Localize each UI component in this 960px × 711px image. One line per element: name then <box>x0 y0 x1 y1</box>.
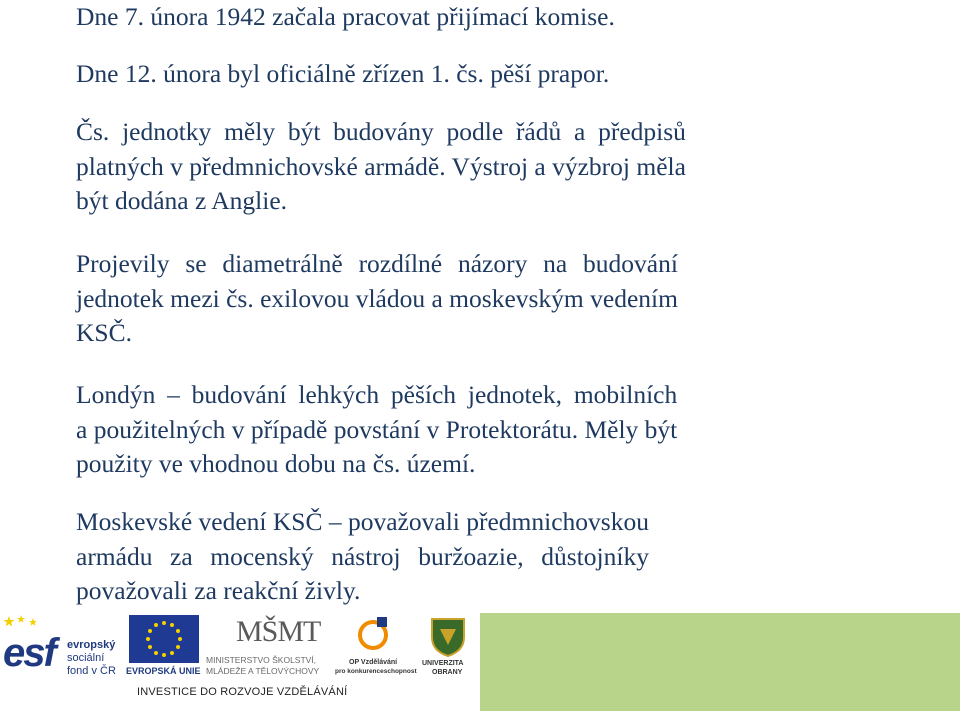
eu-flag <box>129 615 199 663</box>
esf-line2: sociální <box>67 652 105 664</box>
op-vk-icon <box>353 615 393 655</box>
paragraph-3 <box>76 115 686 219</box>
msmt-line1: MINISTERSTVO ŠKOLSTVÍ, <box>206 655 317 665</box>
eu-label: EVROPSKÁ UNIE <box>126 666 201 676</box>
text-line: Projevily se diametrálně rozdílné názory na budování <box>76 249 678 278</box>
msmt-logo <box>206 615 334 679</box>
text-line: považovali za reakční živly. <box>76 576 361 605</box>
op-vk-line2: pro konkurenceschopnost <box>335 668 417 675</box>
text-line: Čs. jednotky měly být budovány podle řádů a předpisů <box>76 117 686 146</box>
esf-line1: evropský <box>67 639 116 651</box>
crest-icon <box>430 615 466 657</box>
esf-line3: fond v ČR <box>67 665 116 677</box>
msmt-mark: MŠMT <box>236 615 321 648</box>
unob-logo <box>420 615 476 679</box>
eu-logo <box>126 615 202 679</box>
text-line: Londýn – budování lehkých pěších jednotek, mobilních <box>76 380 678 409</box>
text-line: použity ve vhodnou dobu na čs. území. <box>76 449 476 478</box>
paragraph-2 <box>76 57 609 92</box>
text-line: Moskevské vedení KSČ – považovali předmnichovskou <box>76 507 649 536</box>
unob-line2: OBRANY <box>432 669 463 676</box>
unob-line1: UNIVERZITA <box>422 660 464 667</box>
text-line: KSČ. <box>76 318 132 347</box>
text-line: Dne 7. února 1942 začala pracovat přijímací komise. <box>76 2 615 31</box>
text-line: armádu za mocenský nástroj buržoazie, důstojníky <box>76 541 649 571</box>
text-line: Dne 12. února byl oficiálně zřízen 1. čs. pěší prapor. <box>76 59 610 88</box>
text-line: jednotek mezi čs. exilovou vládou a moskevským vedením <box>76 283 678 313</box>
op-vk-logo <box>335 615 415 679</box>
logo-strip <box>0 613 480 711</box>
text-line: platných v předmnichovské armádě. Výstroj a výzbroj měla <box>76 151 686 181</box>
paragraph-1 <box>76 0 615 35</box>
text-line: a použitelných v případě povstání v Protektorátu. Měly být <box>76 414 678 444</box>
paragraph-5 <box>76 378 677 482</box>
footer-logo-bar <box>0 613 960 711</box>
text-line: být dodána z Anglie. <box>76 186 288 215</box>
msmt-line2: MLÁDEŽE A TĚLOVÝCHOVY <box>206 666 320 676</box>
op-vk-line1: OP Vzdělávání <box>349 659 398 666</box>
footer-caption: INVESTICE DO ROZVOJE VZDĚLÁVÁNÍ <box>137 686 348 698</box>
eu-stars-icon <box>129 615 199 663</box>
esf-mark: esf <box>3 631 55 675</box>
green-panel <box>480 613 960 711</box>
esf-logo <box>3 615 123 679</box>
paragraph-4 <box>76 247 678 351</box>
paragraph-6 <box>76 505 649 609</box>
